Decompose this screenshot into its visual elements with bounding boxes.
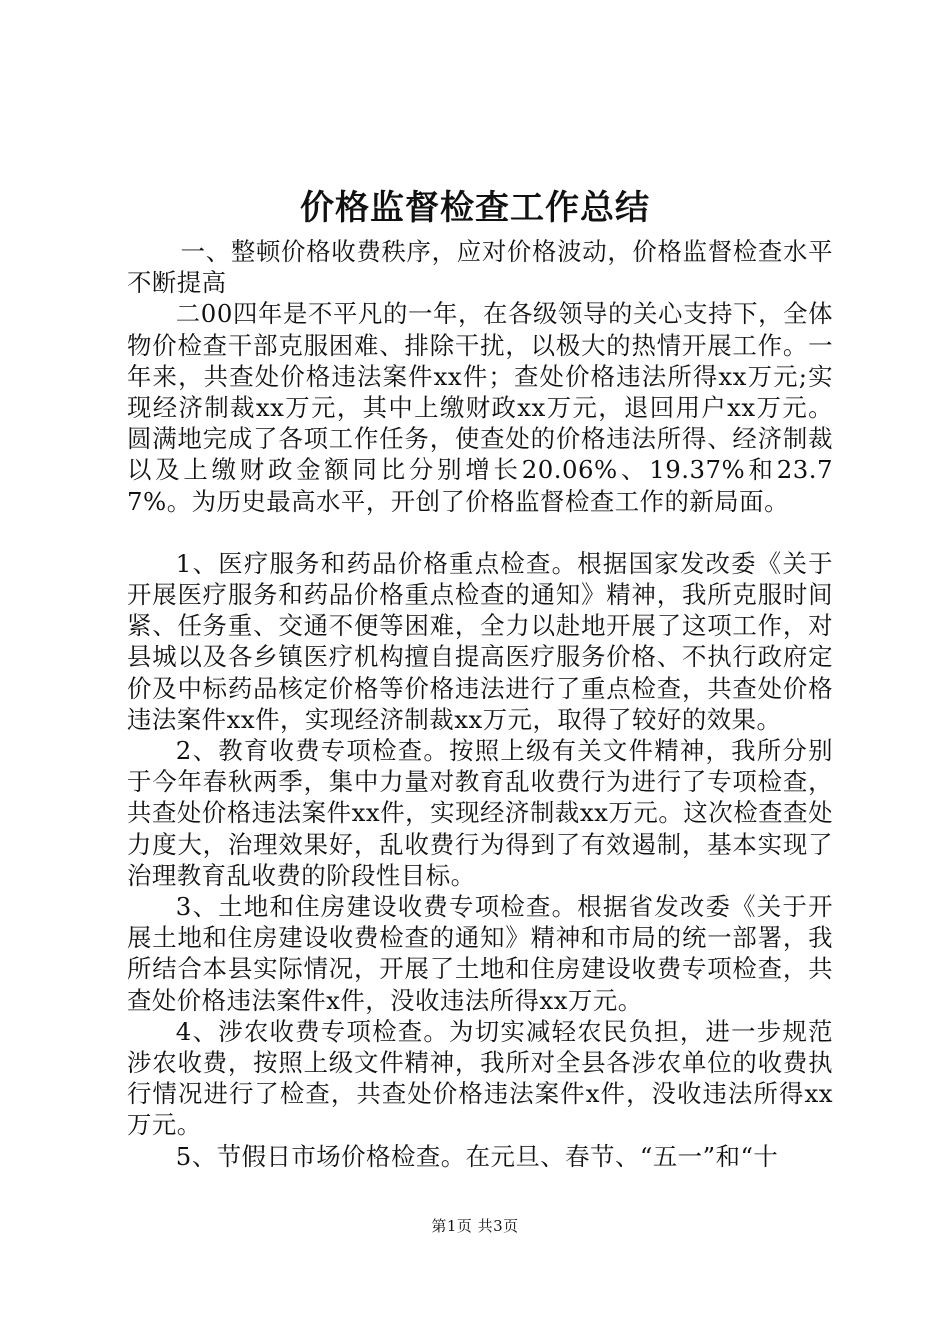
page-number-footer: 第1页 共3页 xyxy=(431,1217,519,1235)
document-body xyxy=(127,236,833,1172)
item-holiday-paragraph: 5、节假日市场价格检查。在元旦、春节、“五一”和“十 xyxy=(175,1141,779,1171)
item-agriculture-paragraph: 4、涉农收费专项检查。为切实减轻农民负担，进一步规范涉农收费，按照上级文件精神，我所对全县各涉农单位的收费执行情况进行了检查，共查处价格违法案件x件，没收违法所得xx万元。 xyxy=(127,1016,833,1140)
document-title: 价格监督检查工作总结 xyxy=(300,188,650,228)
section-heading-paragraph: 一、整顿价格收费秩序，应对价格波动，价格监督检查水平不断提高 xyxy=(127,237,833,298)
summary-paragraph: 二00四年是不平凡的一年，在各级领导的关心支持下，全体物价检查干部克服困难、排除干扰，以极大的热情开展工作。一年来，共查处价格违法案件xx件；查处价格违法所得xx万元;实现经济制裁xx万元，其中上缴财政xx万元，退回用户xx万元。圆满地完成了各项工作任务，使查处的价格违法所得、经济制裁以及上缴财政金额同比分别增长20.06%、19.37%和23.77%。为历史最高水平，开创了价格监督检查工作的新局面。 xyxy=(127,299,833,516)
item-land-housing-paragraph: 3、土地和住房建设收费专项检查。根据省发改委《关于开展土地和住房建设收费检查的通知》精神和市局的统一部署，我所结合本县实际情况，开展了土地和住房建设收费专项检查，共查处价格违法案件x件，没收违法所得xx万元。 xyxy=(127,892,833,1015)
item-medical-paragraph: 1、医疗服务和药品价格重点检查。根据国家发改委《关于开展医疗服务和药品价格重点检查的通知》精神，我所克服时间紧、任务重、交通不便等困难，全力以赴地开展了这项工作，对县城以及各乡镇医疗机构擅自提高医疗服务价格、不执行政府定价及中标药品核定价格等价格违法进行了重点检查，共查处价格违法案件xx件，实现经济制裁xx万元，取得了较好的效果。 xyxy=(127,548,833,734)
item-education-paragraph: 2、教育收费专项检查。按照上级有关文件精神，我所分别于今年春秋两季，集中力量对教育乱收费行为进行了专项检查，共查处价格违法案件xx件，实现经济制裁xx万元。这次检查查处力度大，治理效果好，乱收费行为得到了有效遏制，基本实现了治理教育乱收费的阶段性目标。 xyxy=(127,736,833,890)
